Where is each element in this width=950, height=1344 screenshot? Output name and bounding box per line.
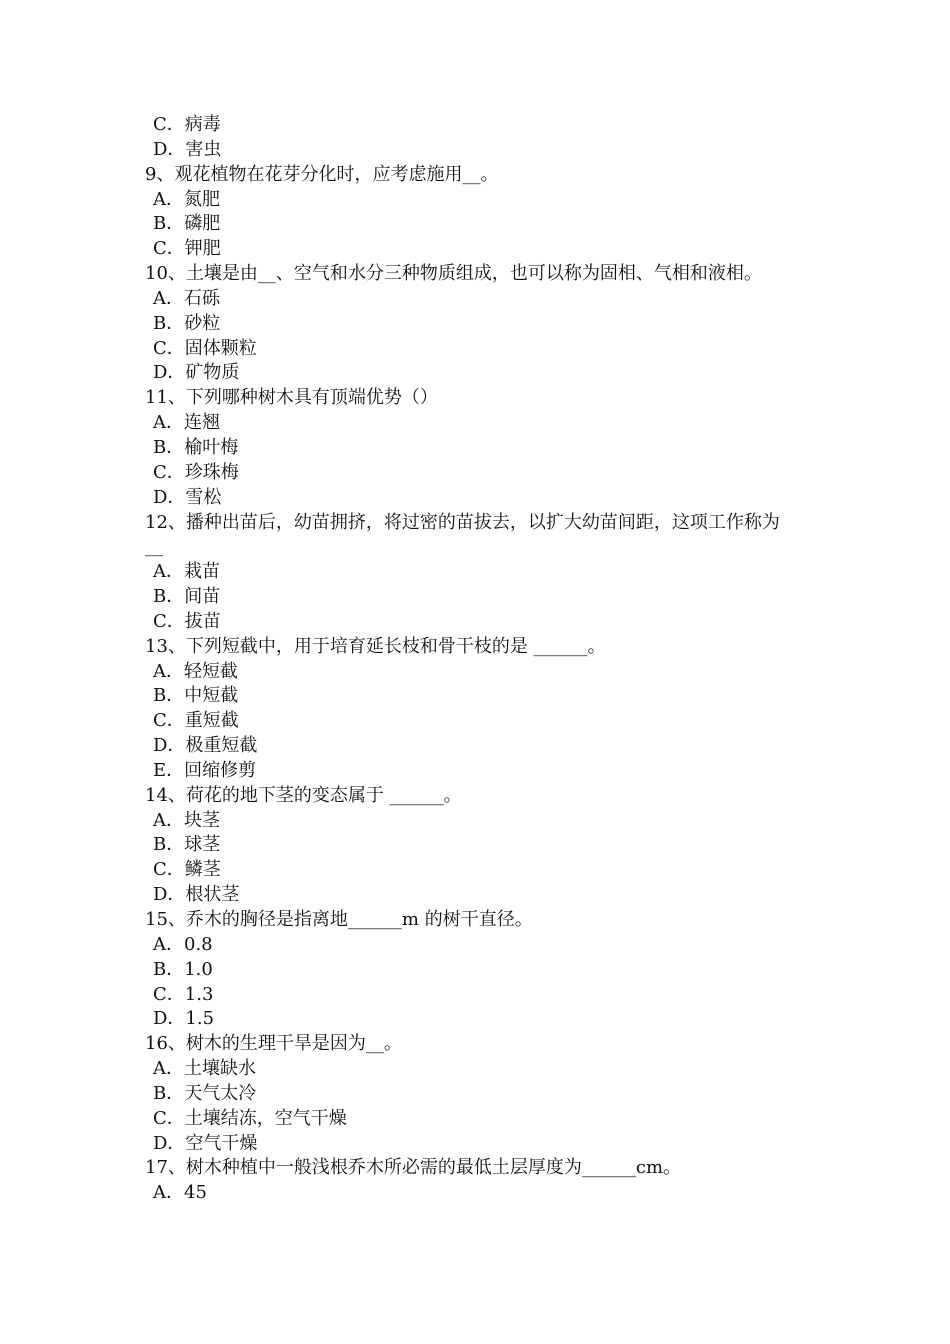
answer-option: A．连翘 xyxy=(153,412,220,434)
question-text: 13、下列短截中，用于培育延长枝和骨干枝的是 ______。 xyxy=(145,635,606,657)
answer-option: A．块茎 xyxy=(153,809,220,831)
question-text: 9、观花植物在花芽分化时，应考虑施用__。 xyxy=(145,163,499,185)
answer-option: B．间苗 xyxy=(153,586,221,608)
answer-option: C．病毒 xyxy=(153,114,221,135)
question-text: 17、树木种植中一般浅根乔木所必需的最低土层厚度为______cm。 xyxy=(145,1157,682,1179)
answer-option: C．拔苗 xyxy=(153,610,221,632)
question-text: 16、树木的生理干旱是因为__。 xyxy=(145,1033,402,1055)
answer-option: D．空气干燥 xyxy=(153,1132,258,1154)
question-text: 11、下列哪种树木具有顶端优势（） xyxy=(145,387,438,409)
question-text: 12、播种出苗后，幼苗拥挤，将过密的苗拔去，以扩大幼苗间距，这项工作称为 xyxy=(145,511,780,533)
answer-option: A．栽苗 xyxy=(153,561,220,583)
answer-option: C．固体颗粒 xyxy=(153,337,257,359)
answer-option: B．球茎 xyxy=(153,834,221,856)
answer-option: B．砂粒 xyxy=(153,312,221,334)
answer-option: A．土壤缺水 xyxy=(153,1058,256,1080)
question-text: 10、土壤是由__、空气和水分三种物质组成，也可以称为固相、气相和液相。 xyxy=(145,263,762,285)
answer-option: A．氮肥 xyxy=(153,188,220,210)
answer-option: A．石砾 xyxy=(153,287,220,309)
answer-option: C．1.3 xyxy=(153,983,214,1005)
answer-option: D．极重短截 xyxy=(153,735,258,757)
answer-option: A．0.8 xyxy=(153,933,213,955)
answer-option: D．1.5 xyxy=(153,1008,215,1030)
question-text: 14、荷花的地下茎的变态属于 ______。 xyxy=(145,784,462,806)
answer-option: C．鳞茎 xyxy=(153,859,221,881)
question-continuation: __ xyxy=(145,536,163,558)
answer-option: D．矿物质 xyxy=(153,362,240,384)
answer-option: C．土壤结冻，空气干燥 xyxy=(153,1107,347,1129)
answer-option: B．1.0 xyxy=(153,958,213,980)
answer-option: B．磷肥 xyxy=(153,213,221,235)
answer-option: D．害虫 xyxy=(153,138,222,160)
question-text: 15、乔木的胸径是指离地______m 的树干直径。 xyxy=(145,909,533,930)
answer-option: B．中短截 xyxy=(153,685,239,707)
answer-option: A．45 xyxy=(153,1182,207,1204)
answer-option: C．珍珠梅 xyxy=(153,461,239,483)
answer-option: C．重短截 xyxy=(153,710,239,732)
answer-option: C．钾肥 xyxy=(153,238,221,260)
answer-option: E．回缩修剪 xyxy=(153,759,257,781)
answer-option: B．天气太冷 xyxy=(153,1082,257,1104)
answer-option: D．雪松 xyxy=(153,486,222,508)
answer-option: B．榆叶梅 xyxy=(153,436,239,458)
document-page xyxy=(0,113,950,1206)
answer-option: D．根状茎 xyxy=(153,884,240,906)
answer-option: A．轻短截 xyxy=(153,660,238,682)
